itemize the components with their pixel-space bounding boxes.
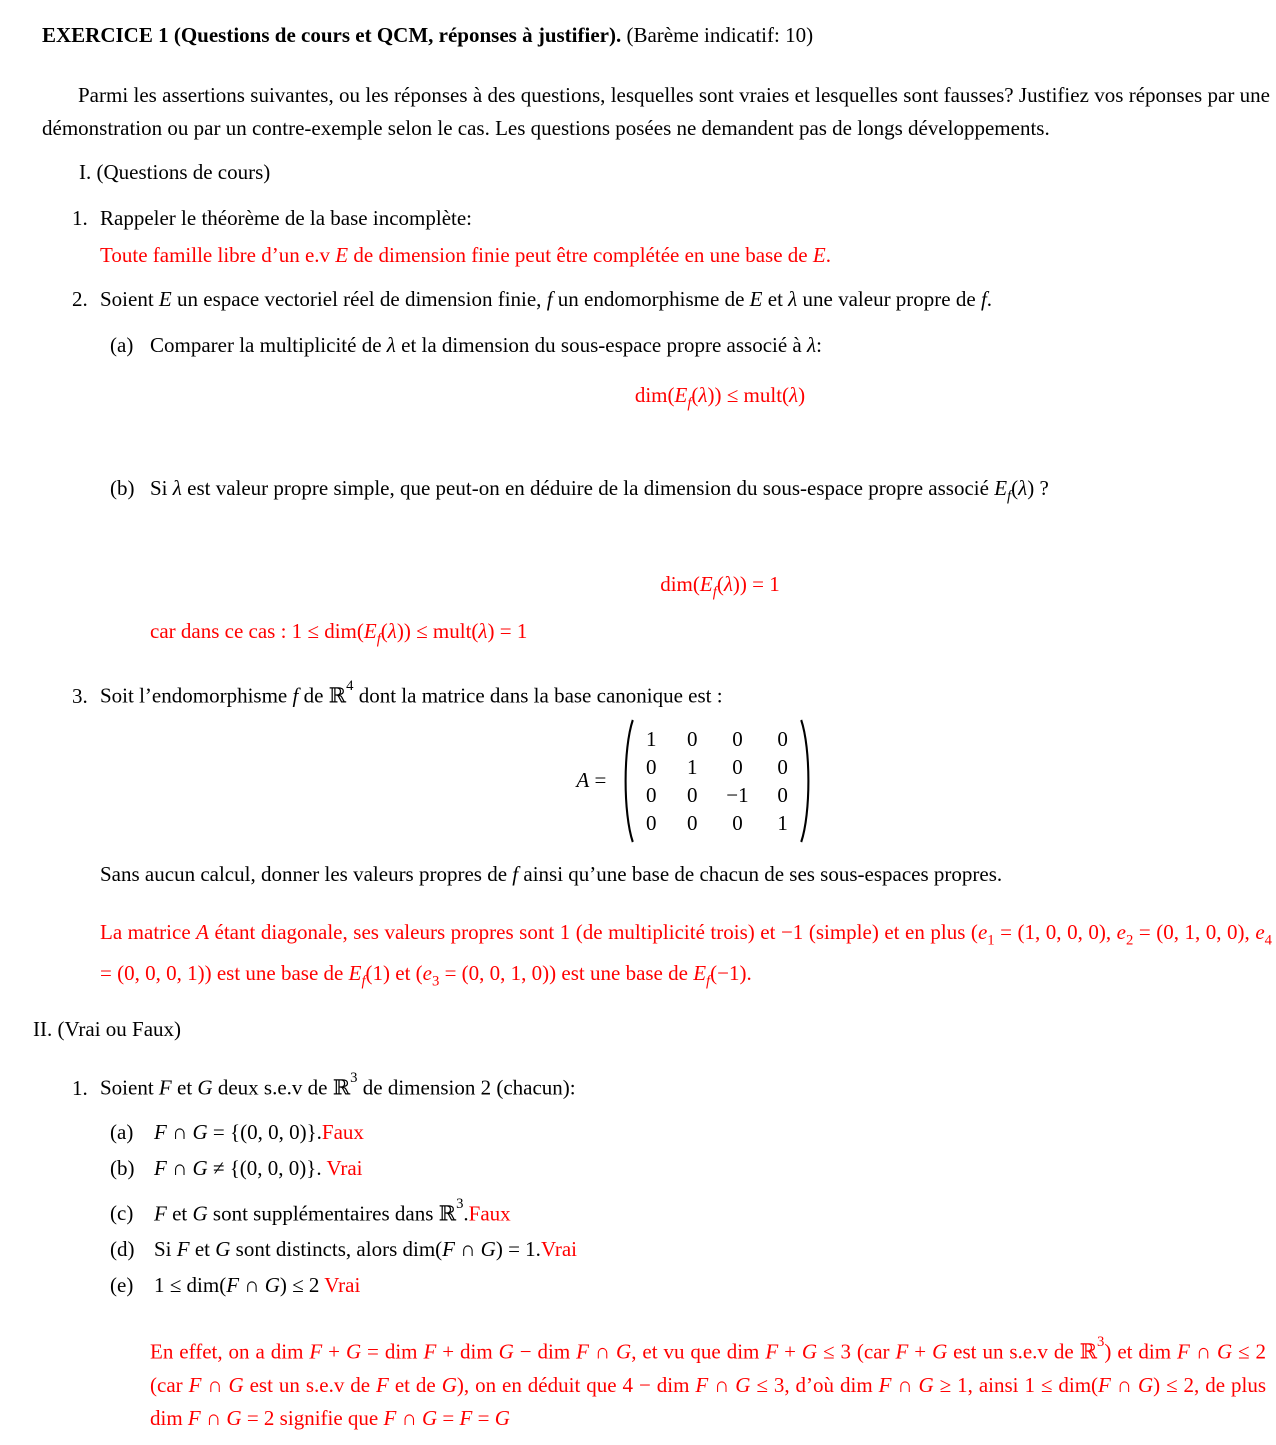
tf-item-d-label: (d) — [110, 1237, 135, 1262]
tf-item-e — [110, 1269, 1276, 1302]
question-3-text: Soit l’endomorphisme f de ℝ$^4$ dont la matrice dans la base canonique est : — [100, 678, 723, 708]
tf-item-b-label: (b) — [110, 1155, 135, 1180]
question-2a — [110, 329, 1276, 362]
matrix-cell: 0 — [646, 782, 657, 807]
matrix-cell: 0 — [646, 810, 657, 835]
matrix-paren-left-icon — [620, 717, 636, 845]
exercise-title — [42, 0, 1268, 52]
matrix-cell: 0 — [777, 726, 788, 751]
matrix-equation — [120, 717, 1270, 845]
question-1-answer: Toute famille libre d’un e.v E de dimension finie peut être complétée en une base de E. — [100, 243, 831, 267]
tf-item-b — [110, 1152, 1276, 1185]
matrix-cell: 1 — [687, 754, 698, 779]
matrix-grid — [636, 723, 797, 839]
section2-heading: II. (Vrai ou Faux) — [33, 1017, 182, 1042]
exercise-title-main: EXERCICE 1 (Questions de cours et QCM, réponses à justifier). — [42, 23, 622, 47]
section2-question-1-text: Soient F et G deux s.e.v de ℝ$^3$ de dimension 2 (chacun): — [100, 1070, 576, 1100]
question-1-text: Rappeler le théorème de la base incomplète: — [100, 206, 473, 230]
section2-question-1 — [72, 1062, 1276, 1105]
matrix-cell: 0 — [777, 782, 788, 807]
question-3-number: 3. — [72, 683, 88, 708]
tf-justification: En effet, on a dim F + G = dim F + dim G − dim F ∩ G, et vu que dim F + G ≤ 3 (car F + G est un s.e.v de ℝ$^3$) et dim F ∩ G ≤ 2 (car F ∩ G est un s.e.v de F et de G), on en déduit que 4 − dim F ∩ G ≤ 3, d’où dim F ∩ G ≥ 1, ainsi 1 ≤ dim(F ∩ G) ≤ 2, de plus dim F ∩ G = 2 signifie que F ∩ G = F = G — [150, 1334, 1267, 1430]
question-1-number: 1. — [72, 206, 88, 230]
matrix-cell: 0 — [732, 810, 743, 835]
matrix-cell: 0 — [777, 754, 788, 779]
question-2b-label: (b) — [110, 476, 135, 501]
tf-item-c — [110, 1188, 1276, 1231]
matrix-cell: 0 — [687, 810, 698, 835]
section2-question-1-number: 1. — [72, 1075, 88, 1100]
question-1 — [72, 202, 1276, 235]
tf-item-a — [110, 1116, 1276, 1149]
tf-item-d-text: Si F et G sont distincts, alors dim(F ∩ G) = 1.Vrai — [154, 1237, 577, 1262]
tf-item-e-text: 1 ≤ dim(F ∩ G) ≤ 2 Vrai — [154, 1273, 361, 1298]
section1-heading: I. (Questions de cours) — [79, 160, 271, 184]
question-2a-text: Comparer la multiplicité de λ et la dimension du sous-espace propre associé à λ: — [150, 333, 822, 357]
question-2-number: 2. — [72, 287, 88, 311]
question-2b-answer-reason: car dans ce cas : $1 \le dim(E_f(\lambda))$ ≤ mult(λ) = 1 — [150, 618, 528, 648]
tf-item-a-text: F ∩ G = {(0, 0, 0)}.Faux — [154, 1119, 364, 1144]
matrix-cell: 0 — [732, 726, 743, 751]
question-2b — [110, 472, 1276, 513]
question-2b-text: Si λ est valeur propre simple, que peut-on en déduire de la dimension du sous-espace propre associé $E_f(\lambda)$ ? — [150, 476, 1049, 505]
tf-item-c-text: F et G sont supplémentaires dans ℝ$^3$.Faux — [154, 1195, 511, 1226]
tf-item-b-text: F ∩ G ≠ {(0, 0, 0)}. Vrai — [154, 1155, 363, 1180]
question-2a-answer-formula: $dim(E_f(\lambda))$ ≤ mult(λ) — [634, 383, 806, 412]
question-3-answer: La matrice A étant diagonale, ses valeurs propres sont 1 (de multiplicité trois) et −1 (simple) et en plus ($e_1 = (1$, 0, 0, 0), $e_2 = (0$, 1, 0, 0), $e_4 = (0$, 0, 0, 1)) est une base de $E_f(1)$ et ($e_3 = (0$, 0, 1, 0)) est une base de $E_f(-1)$. — [100, 919, 1272, 990]
matrix-cell: 0 — [687, 726, 698, 751]
matrix-cell: −1 — [726, 782, 749, 807]
matrix-lhs: A = — [576, 768, 607, 793]
question-3-followup: Sans aucun calcul, donner les valeurs propres de f ainsi qu’une base de chacun de ses sous-espaces propres. — [100, 861, 1003, 886]
question-2b-answer-formula: $dim(E_f(\lambda)) = 1$ — [660, 571, 780, 600]
matrix-cell: 1 — [646, 726, 657, 751]
tf-item-a-label: (a) — [110, 1119, 134, 1144]
matrix-cell: 0 — [687, 782, 698, 807]
question-3 — [72, 670, 1276, 713]
question-2-text: Soient E un espace vectoriel réel de dimension finie, f un endomorphisme de E et λ une valeur propre de f. — [100, 287, 993, 311]
matrix-paren-right-icon — [798, 717, 814, 845]
question-2a-label: (a) — [110, 333, 134, 357]
exercise-title-bareme: (Barème indicatif: 10) — [621, 23, 814, 47]
question-2 — [72, 283, 1276, 316]
matrix-cell: 0 — [732, 754, 743, 779]
matrix-cell: 1 — [777, 810, 788, 835]
matrix-cell: 0 — [646, 754, 657, 779]
tf-item-e-label: (e) — [110, 1273, 134, 1298]
intro-paragraph: Parmi les assertions suivantes, ou les réponses à des questions, lesquelles sont vraies et lesquelles sont fausses? Justifiez vos réponses par une démonstration ou par un contre-exemple selon le cas. Les questions posées ne demandent pas de longs développements. — [42, 83, 1270, 140]
tf-item-c-label: (c) — [110, 1201, 134, 1226]
tf-item-d — [110, 1233, 1276, 1266]
